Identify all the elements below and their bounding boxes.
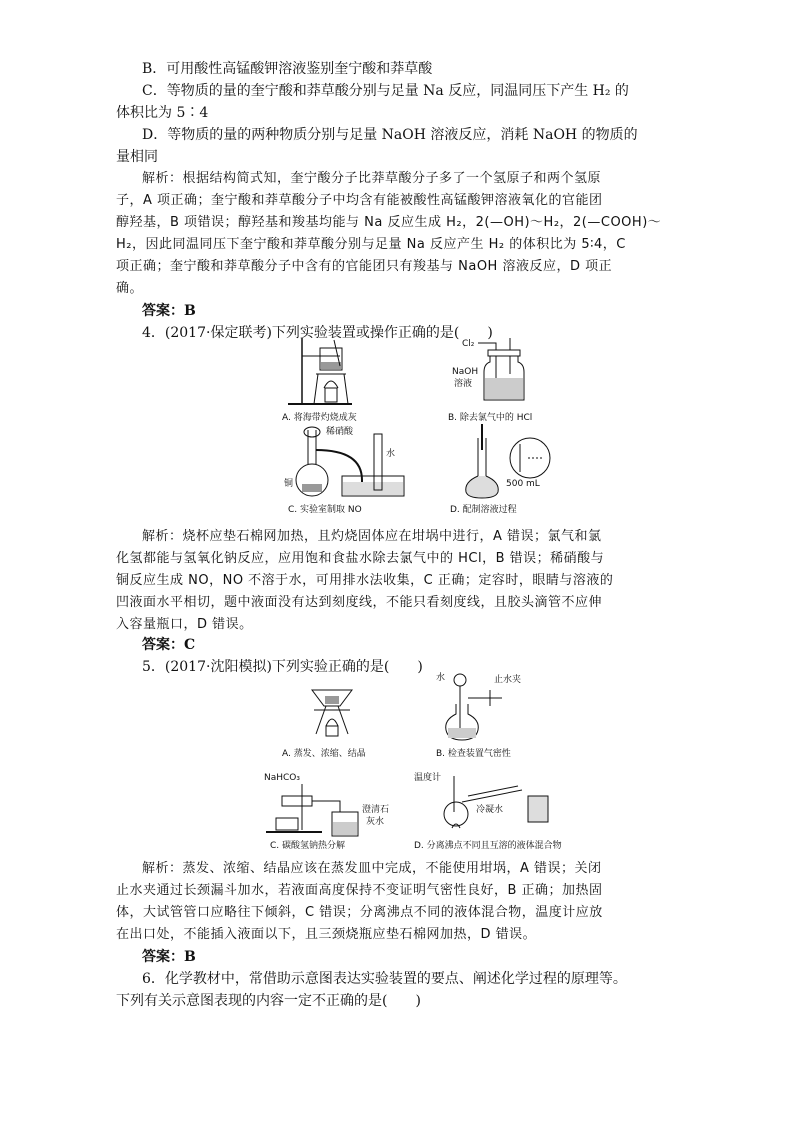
q3-option-d-cont: 量相同	[116, 149, 158, 165]
q5-explanation-line: 体，大试管管口应略往下倾斜，C 错误；分离沸点不同的液体混合物，温度计应放	[116, 905, 603, 920]
q5-figure-a-caption: A. 蒸发、浓缩、结晶	[282, 749, 366, 759]
q4-explanation-line: 入容量瓶口，D 错误。	[116, 617, 253, 632]
q4-figure-b-naoh: NaOH	[452, 367, 479, 377]
q3-option-c: C．等物质的量的奎宁酸和莽草酸分别与足量 Na 反应，同温同压下产生 H₂ 的	[142, 83, 629, 99]
q4-figure-c	[282, 420, 422, 516]
q5-figure-d-condenser: 冷凝水	[476, 805, 504, 815]
q4-figure-b-caption: B. 除去氯气中的 HCl	[448, 413, 533, 423]
q4-figure-d-volume: 500 mL	[506, 479, 540, 489]
q5-explanation-line: 止水夹通过长颈漏斗加水，若液面高度保持不变证明气密性良好，B 正确；加热固	[116, 883, 603, 898]
q5-explanation-line: 解析：蒸发、浓缩、结晶应该在蒸发皿中完成，不能使用坩埚，A 错误；关闭	[142, 861, 602, 876]
q3-explanation-line: 确。	[116, 281, 144, 296]
q4-figure-b-solution: 溶液	[454, 379, 473, 389]
q3-option-b: B．可用酸性高锰酸钾溶液鉴别奎宁酸和莽草酸	[142, 61, 433, 77]
q5-figure-b-water: 水	[436, 673, 446, 683]
q4-figure-c-water: 水	[386, 449, 396, 459]
q4-figure-b	[444, 334, 554, 424]
q4-figure-b-cl2: Cl₂	[462, 339, 475, 349]
q5-figure-b	[432, 668, 552, 762]
q4-explanation-line: 解析：烧杯应垫石棉网加热，且灼烧固体应在坩埚中进行，A 错误；氯气和氯	[142, 529, 602, 544]
q3-answer: 答案：B	[142, 303, 196, 319]
q5-figure-d-caption: D. 分离沸点不同且互溶的液体混合物	[414, 841, 562, 851]
q5-explanation-line: 在出口处，不能插入液面以下，且三颈烧瓶应垫石棉网加热，D 错误。	[116, 927, 537, 942]
q5-figure-b-clip: 止水夹	[494, 675, 522, 685]
q4-answer: 答案：C	[142, 637, 196, 653]
q5-figure-d-thermometer: 温度计	[414, 773, 442, 783]
q5-answer: 答案：B	[142, 949, 196, 965]
q3-explanation-line: 项正确；奎宁酸和莽草酸分子中含有的官能团只有羧基与 NaOH 溶液反应，D 项正	[116, 259, 613, 274]
q5-figure-d	[412, 768, 562, 854]
q4-figure-a	[282, 334, 392, 424]
q5-figure-c-caption: C. 碳酸氢钠热分解	[270, 841, 346, 851]
q4-figure-c-acid: 稀硝酸	[326, 427, 354, 437]
q5-figure-c-nahco3: NaHCO₃	[264, 773, 300, 783]
q5-figure-c	[262, 768, 402, 854]
q3-explanation-line: 解析：根据结构简式知，奎宁酸分子比莽草酸分子多了一个氢原子和两个氢原	[142, 171, 602, 186]
q4-stem: 4．(2017·保定联考)下列实验装置或操作正确的是( )	[142, 325, 493, 341]
q4-explanation-line: 凹液面水平相切，题中液面没有达到刻度线，不能只看刻度线，且胶头滴管不应伸	[116, 595, 603, 610]
q3-option-d: D．等物质的量的两种物质分别与足量 NaOH 溶液反应，消耗 NaOH 的物质的	[142, 127, 638, 143]
q3-option-c-cont: 体积比为 5∶4	[116, 105, 209, 121]
q3-explanation-line: H₂，因此同温同压下奎宁酸和莽草酸分别与足量 Na 反应产生 H₂ 的体积比为 5∶4，C	[116, 237, 626, 252]
q5-stem: 5．(2017·沈阳模拟)下列实验正确的是( )	[142, 659, 423, 675]
q5-figure-c-lime-water: 灰水	[366, 817, 385, 827]
q5-figure-a	[282, 676, 392, 762]
q4-explanation-line: 铜反应生成 NO，NO 不溶于水，可用排水法收集，C 正确；定容时，眼睛与溶液的	[116, 573, 614, 588]
q4-figure-d-caption: D. 配制溶液过程	[450, 505, 517, 515]
q5-figure-c-lime: 澄清石	[362, 805, 390, 815]
q4-figure-d	[444, 420, 564, 516]
q4-explanation-line: 化氢都能与氢氧化钠反应，应用饱和食盐水除去氯气中的 HCl，B 错误；稀硝酸与	[116, 551, 605, 566]
q4-figure-c-caption: C. 实验室制取 NO	[288, 505, 362, 515]
q6-stem-line2: 下列有关示意图表现的内容一定不正确的是( )	[116, 993, 421, 1009]
q4-figure-c-copper: 铜	[284, 479, 294, 489]
q6-stem-line1: 6．化学教材中，常借助示意图表达实验装置的要点、阐述化学过程的原理等。	[142, 971, 627, 987]
q4-figure-a-caption: A. 将海带灼烧成灰	[282, 413, 357, 423]
q5-figure-b-caption: B. 检查装置气密性	[436, 749, 511, 759]
q3-explanation-line: 子，A 项正确；奎宁酸和莽草酸分子中均含有能被酸性高锰酸钾溶液氧化的官能团	[116, 193, 603, 208]
q3-explanation-line: 醇羟基，B 项错误；醇羟基和羧基均能与 Na 反应生成 H₂，2(—OH)～H₂，2(—COOH)～	[116, 215, 662, 230]
